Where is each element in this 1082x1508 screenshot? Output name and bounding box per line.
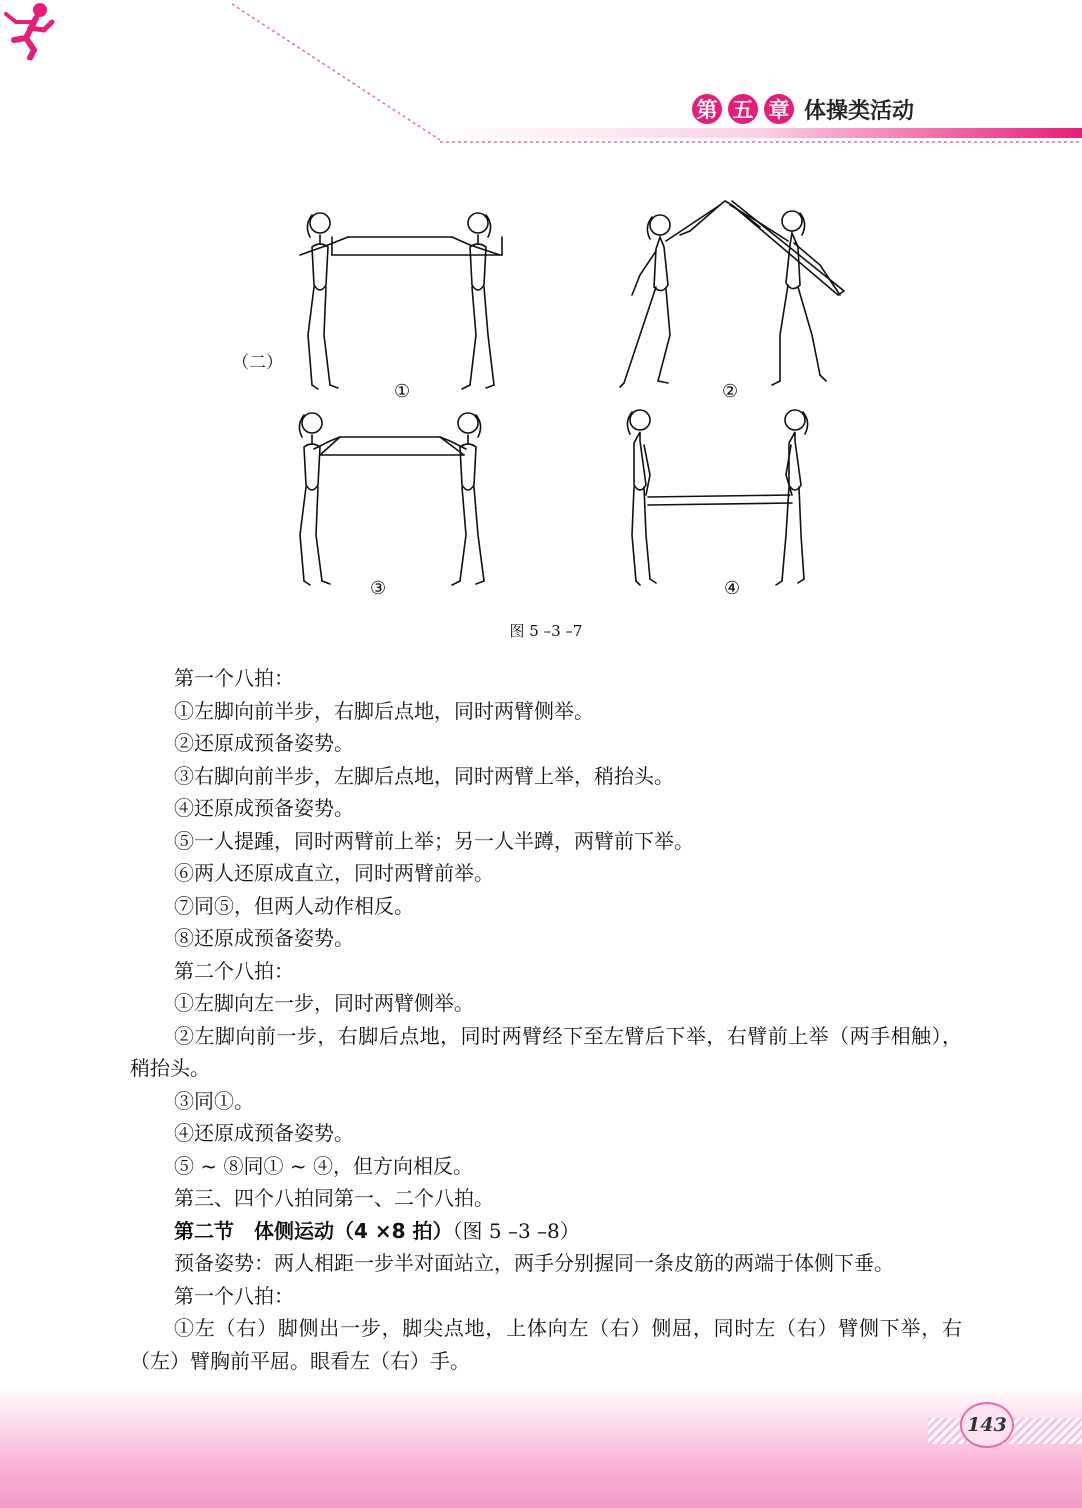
text-line: ①左脚向左一步，同时两臂侧举。: [174, 991, 474, 1015]
panel-2-figures: [620, 201, 844, 387]
text-line: 第二个八拍：: [174, 958, 294, 983]
figure-section-label: （二）: [232, 353, 283, 373]
panel-3-figures: [299, 413, 484, 585]
text-line: ⑤ ~ ⑧同① ~ ④，但方向相反。: [174, 1153, 473, 1178]
text-line: ②还原成预备姿势。: [174, 731, 354, 755]
text-line: ⑤一人提踵，同时两臂前上举；另一人半蹲，两臂前下举。: [174, 828, 694, 853]
panel-number-3: ③: [370, 578, 387, 599]
section-heading-ref: （图 5 –3 –8）: [452, 1218, 580, 1243]
text-line: ①左（右）脚侧出一步，脚尖点地，上体向左（右）侧屈，同时左（右）臂侧下举，右（左）臂胸前平屈。眼看左（右）手。: [130, 1316, 962, 1373]
header-decoration: [0, 0, 1082, 150]
text-line: ③同①。: [174, 1088, 254, 1113]
panel-1-figures: [300, 213, 502, 389]
chapter-char-1: 第: [692, 94, 722, 124]
runner-icon: [0, 0, 60, 60]
page-footer: [0, 1385, 1082, 1508]
chapter-char-2: 五: [728, 94, 758, 124]
text-line: ①左脚向前半步，右脚后点地，同时两臂侧举。: [174, 698, 594, 723]
text-line: ④还原成预备姿势。: [174, 796, 354, 820]
panel-number-1: ①: [394, 381, 411, 402]
chapter-char-3: 章: [764, 94, 794, 124]
section-heading: [130, 1215, 962, 1248]
text-line: ③右脚向前半步，左脚后点地，同时两臂上举，稍抬头。: [174, 763, 674, 788]
text-line: 预备姿势：两人相距一步半对面站立，两手分别握同一条皮筋的两端于体侧下垂。: [174, 1251, 894, 1275]
text-line: ②左脚向前一步，右脚后点地，同时两臂经下至左臂后下举，右臂前上举（两手相触），稍抬头。: [130, 1023, 962, 1080]
page-header: [0, 0, 1082, 150]
page-number: 143: [960, 1402, 1014, 1448]
text-line: ④还原成预备姿势。: [174, 1121, 354, 1145]
exercise-illustration: [220, 195, 880, 615]
chapter-title: 体操类活动: [804, 98, 915, 124]
panel-number-2: ②: [722, 381, 739, 402]
panel-number-4: ④: [724, 578, 741, 599]
section-heading-bold: 第二节 体侧运动（4 ×8 拍）: [174, 1218, 453, 1243]
text-line: 第三、四个八拍同第一、二个八拍。: [174, 1186, 494, 1210]
body-text: [130, 662, 962, 1377]
figure-caption: 图 5 –3 –7: [509, 622, 583, 640]
chapter-title-block: [692, 92, 914, 126]
panel-4-figures: [627, 410, 807, 585]
text-line: ⑦同⑤，但两人动作相反。: [174, 893, 414, 918]
text-line: ⑥两人还原成直立，同时两臂前举。: [174, 861, 494, 885]
text-line: 第一个八拍：: [174, 1283, 294, 1308]
text-line: 第一个八拍：: [174, 666, 294, 690]
text-line: ⑧还原成预备姿势。: [174, 926, 354, 950]
